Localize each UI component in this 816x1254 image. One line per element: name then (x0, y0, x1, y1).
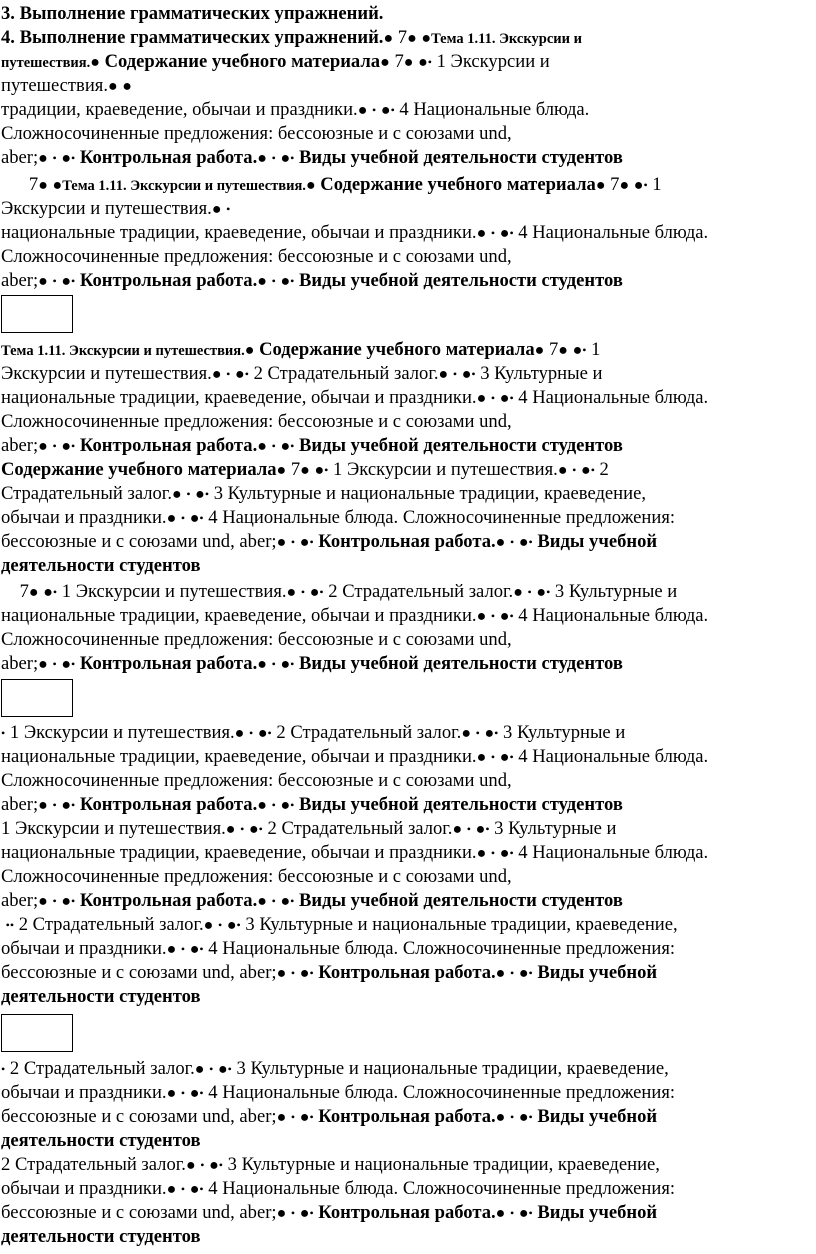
text-line: aber;● • ●• Контрольная работа.● • ●• Виды учебной деятельности студентов (1, 653, 623, 674)
text-line: обычаи и праздники.● • ●• 4 Национальные блюда. Сложносочиненные предложения: (1, 938, 676, 959)
text-line: деятельности студентов (1, 1226, 201, 1247)
text-line: aber;● • ●• Контрольная работа.● • ●• Виды учебной деятельности студентов (1, 270, 623, 291)
text-line: 2 Страдательный залог.● • ●• 3 Культурные и национальные традиции, краеведение, (1, 1154, 660, 1175)
text-line: Сложносочиненные предложения: бессоюзные и с союзами und, (1, 123, 512, 144)
text-line: aber;● • ●• Контрольная работа.● • ●• Виды учебной деятельности студентов (1, 794, 623, 815)
text-line: Содержание учебного материала● 7● ●• 1 Экскурсии и путешествия.● • ●• 2 (1, 459, 609, 480)
text-line: бессоюзные и с союзами und, aber;● • ●• Контрольная работа.● • ●• Виды учебной (1, 1106, 658, 1127)
text-line: бессоюзные и с союзами und, aber;● • ●• Контрольная работа.● • ●• Виды учебной (1, 1202, 658, 1223)
text-line: национальные традиции, краеведение, обычаи и праздники.● • ●• 4 Национальные блюда. (1, 387, 709, 408)
text-line: aber;● • ●• Контрольная работа.● • ●• Виды учебной деятельности студентов (1, 890, 623, 911)
section-3-heading: 3. Выполнение грамматических упражнений. (1, 3, 384, 24)
text-line: традиции, краеведение, обычаи и праздники.● • ●• 4 Национальные блюда. (1, 99, 590, 120)
empty-table-cell (1, 1014, 73, 1052)
text-line: Сложносочиненные предложения: бессоюзные и с союзами und, (1, 770, 512, 791)
empty-table-cell (1, 295, 73, 333)
text-line: aber;● • ●• Контрольная работа.● • ●• Виды учебной деятельности студентов (1, 435, 623, 456)
text-line: Сложносочиненные предложения: бессоюзные и с союзами und, (1, 246, 512, 267)
text-line: Экскурсии и путешествия.● • ●• 2 Страдательный залог.● • ●• 3 Культурные и (1, 363, 603, 384)
text-line: национальные традиции, краеведение, обычаи и праздники.● • ●• 4 Национальные блюда. (1, 746, 709, 767)
text-line: Тема 1.11. Экскурсии и путешествия.● Содержание учебного материала● 7● ●• 1 (1, 339, 601, 360)
text-line: aber;● • ●• Контрольная работа.● • ●• Виды учебной деятельности студентов (1, 147, 623, 168)
text-line: Сложносочиненные предложения: бессоюзные и с союзами und, (1, 629, 512, 650)
section-4-line: 4. Выполнение грамматических упражнений.● 7● ●Тема 1.11. Экскурсии и (1, 27, 582, 48)
text-line: •• 2 Страдательный залог.● • ●• 3 Культурные и национальные традиции, краеведение, (5, 914, 678, 935)
text-line: обычаи и праздники.● • ●• 4 Национальные блюда. Сложносочиненные предложения: (1, 1082, 676, 1103)
text-line: • 1 Экскурсии и путешествия.● • ●• 2 Страдательный залог.● • ●• 3 Культурные и (1, 722, 626, 743)
text-line: деятельности студентов (1, 1130, 201, 1151)
text-line: путешествия.● Содержание учебного материала● 7● ●• 1 Экскурсии и (1, 51, 550, 72)
text-line: 1 Экскурсии и путешествия.● • ●• 2 Страдательный залог.● • ●• 3 Культурные и (1, 818, 617, 839)
text-line: деятельности студентов (1, 555, 201, 576)
text-line: Экскурсии и путешествия.● • (1, 198, 231, 219)
text-line: 7● ●• 1 Экскурсии и путешествия.● • ●• 2 Страдательный залог.● • ●• 3 Культурные и (19, 581, 678, 602)
empty-table-cell (1, 679, 73, 717)
text-line: национальные традиции, краеведение, обычаи и праздники.● • ●• 4 Национальные блюда. (1, 222, 709, 243)
text-line: • 2 Страдательный залог.● • ●• 3 Культурные и национальные традиции, краеведение, (1, 1058, 669, 1079)
text-line: Сложносочиненные предложения: бессоюзные и с союзами und, (1, 411, 512, 432)
text-line: национальные традиции, краеведение, обычаи и праздники.● • ●• 4 Национальные блюда. (1, 605, 709, 626)
text-line: обычаи и праздники.● • ●• 4 Национальные блюда. Сложносочиненные предложения: (1, 1178, 676, 1199)
text-line: 7● ●Тема 1.11. Экскурсии и путешествия.● Содержание учебного материала● 7● ●• 1 (28, 174, 662, 195)
text-line: бессоюзные и с союзами und, aber;● • ●• Контрольная работа.● • ●• Виды учебной (1, 531, 658, 552)
text-line: Страдательный залог.● • ●• 3 Культурные и национальные традиции, краеведение, (1, 483, 646, 504)
text-line: обычаи и праздники.● • ●• 4 Национальные блюда. Сложносочиненные предложения: (1, 507, 676, 528)
text-line: Сложносочиненные предложения: бессоюзные и с союзами und, (1, 866, 512, 887)
text-line: деятельности студентов (1, 986, 201, 1007)
text-line: путешествия.● ● (1, 75, 132, 96)
text-line: бессоюзные и с союзами und, aber;● • ●• Контрольная работа.● • ●• Виды учебной (1, 962, 658, 983)
text-line: национальные традиции, краеведение, обычаи и праздники.● • ●• 4 Национальные блюда. (1, 842, 709, 863)
